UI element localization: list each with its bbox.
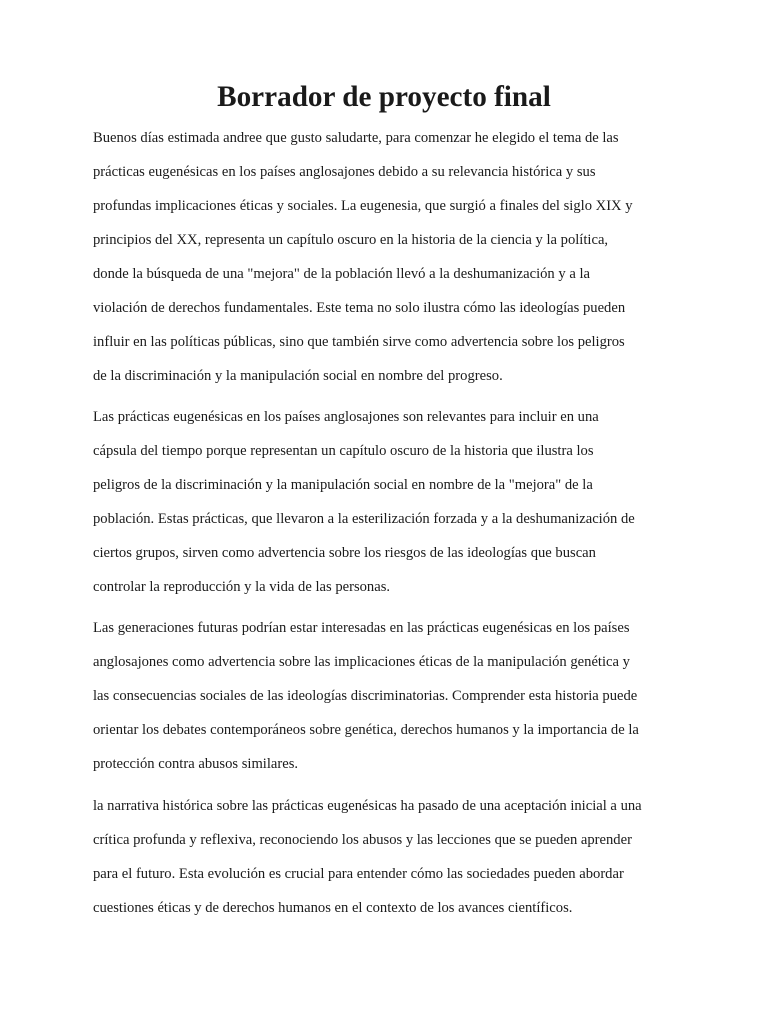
text-line: ciertos grupos, sirven como advertencia sobre los riesgos de las ideologías que buscan <box>93 545 596 561</box>
text-line: profundas implicaciones éticas y sociales. La eugenesia, que surgió a finales del siglo XIX y <box>93 198 633 214</box>
text-line: para el futuro. Esta evolución es crucial para entender cómo las sociedades pueden abordar <box>93 866 624 882</box>
text-line: prácticas eugenésicas en los países anglosajones debido a su relevancia histórica y sus <box>93 164 596 180</box>
paragraph <box>93 789 642 925</box>
text-line: violación de derechos fundamentales. Este tema no solo ilustra cómo las ideologías pueden <box>93 300 626 316</box>
text-line: donde la búsqueda de una "mejora" de la población llevó a la deshumanización y a la <box>93 266 590 282</box>
text-line: influir en las políticas públicas, sino que también sirve como advertencia sobre los peligros <box>93 334 625 350</box>
text-line: peligros de la discriminación y la manipulación social en nombre de la "mejora" de la <box>93 477 593 493</box>
text-line: las consecuencias sociales de las ideologías discriminatorias. Comprender esta historia puede <box>93 688 638 704</box>
document-title: Borrador de proyecto final <box>217 81 551 113</box>
paragraph <box>93 611 639 781</box>
text-line: población. Estas prácticas, que llevaron a la esterilización forzada y a la deshumanización de <box>93 511 635 527</box>
text-line: de la discriminación y la manipulación social en nombre del progreso. <box>93 368 503 384</box>
text-line: anglosajones como advertencia sobre las implicaciones éticas de la manipulación genética y <box>93 654 630 670</box>
text-line: protección contra abusos similares. <box>93 756 299 772</box>
text-line: la narrativa histórica sobre las prácticas eugenésicas ha pasado de una aceptación inicial a una <box>93 798 642 814</box>
text-line: cápsula del tiempo porque representan un capítulo oscuro de la historia que ilustra los <box>93 443 594 459</box>
text-line: Las generaciones futuras podrían estar interesadas en las prácticas eugenésicas en los países <box>93 620 630 636</box>
text-line: controlar la reproducción y la vida de las personas. <box>93 579 391 595</box>
text-line: principios del XX, representa un capítulo oscuro en la historia de la ciencia y la política, <box>93 232 609 248</box>
text-line: Buenos días estimada andree que gusto saludarte, para comenzar he elegido el tema de las <box>93 130 619 146</box>
text-line: cuestiones éticas y de derechos humanos en el contexto de los avances científicos. <box>93 900 573 916</box>
paragraph <box>93 400 635 604</box>
text-line: Las prácticas eugenésicas en los países anglosajones son relevantes para incluir en una <box>93 409 599 425</box>
text-line: crítica profunda y reflexiva, reconociendo los abusos y las lecciones que se pueden aprender <box>93 832 632 848</box>
paragraph <box>93 121 633 393</box>
text-line: orientar los debates contemporáneos sobre genética, derechos humanos y la importancia de la <box>93 722 639 738</box>
